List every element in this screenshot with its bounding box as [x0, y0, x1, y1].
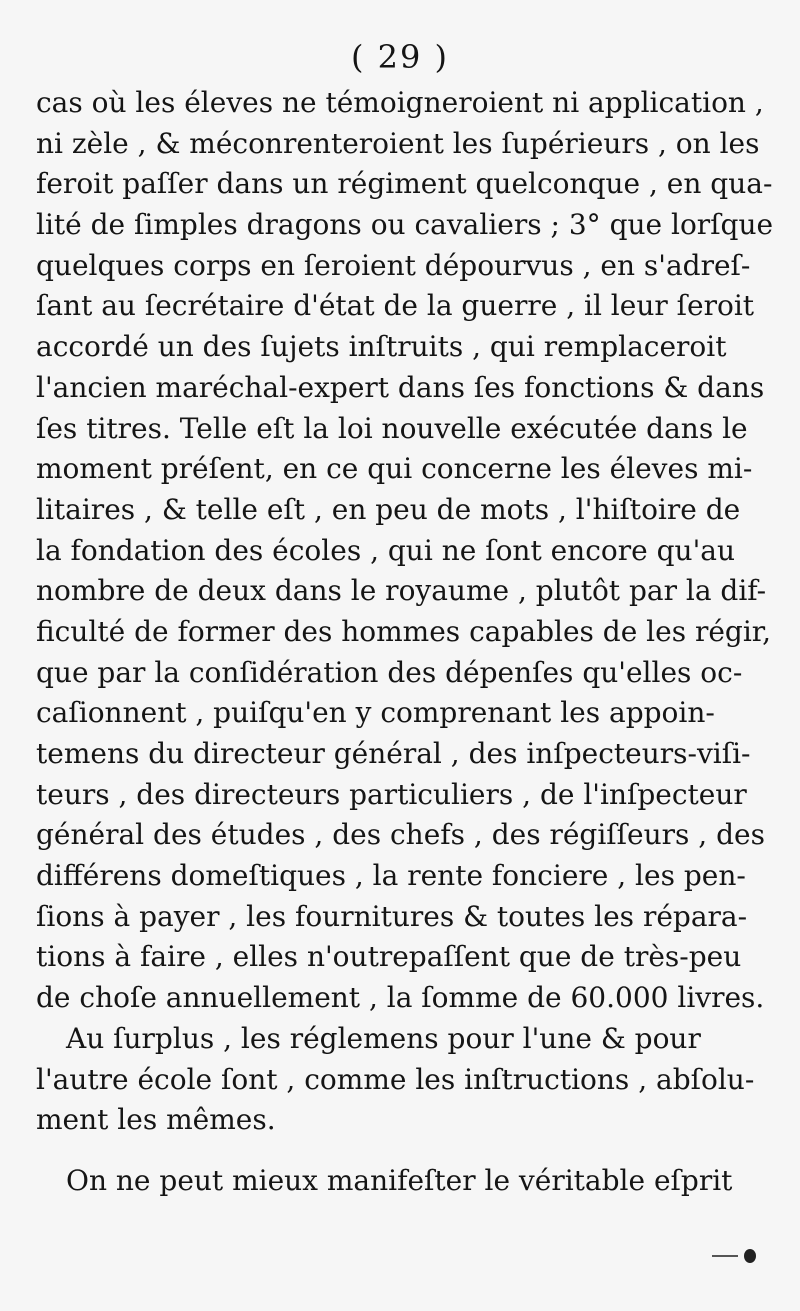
text-line: quelques corps en ſeroient dépourvus , en s'adreſ- — [36, 248, 751, 282]
paragraph-gap — [36, 1141, 680, 1161]
page-body-text — [36, 83, 774, 1202]
text-line: moment préſent, en ce qui concerne les éleves mi- — [36, 452, 753, 486]
paragraph-1 — [36, 83, 774, 1019]
text-line: l'autre école ſont , comme les inſtructions , abſolu- — [36, 1062, 755, 1096]
text-line: ſions à payer , les fournitures & toutes les répara- — [36, 899, 748, 933]
text-line: différens domeſtiques , la rente fonciere , les pen- — [36, 859, 746, 893]
text-line: accordé un des ſujets inſtruits , qui remplaceroit — [36, 330, 727, 364]
text-line: général des études , des chefs , des régiſſeurs , des — [36, 818, 765, 852]
text-line: ni zèle , & méconrenteroient les ſupérieurs , on les — [36, 126, 760, 160]
text-line: ſes titres. Telle eſt la loi nouvelle exécutée dans le — [36, 411, 748, 445]
paragraph-2 — [36, 1019, 755, 1141]
text-line: ficulté de former des hommes capables de les régir, — [36, 614, 772, 648]
text-line: que par la conſidération des dépenſes qu'elles oc- — [36, 655, 743, 689]
text-line: caſionnent , puiſqu'en y comprenant les appoin- — [36, 696, 715, 730]
text-line: nombre de deux dans le royaume , plutôt par la dif- — [36, 574, 767, 608]
text-line: Au ſurplus , les réglemens pour l'une & pour — [66, 1021, 701, 1055]
text-line: On ne peut mieux manifeſter le véritable eſprit — [66, 1163, 733, 1197]
text-line: de choſe annuellement , la ſomme de 60.000 livres. — [36, 981, 765, 1015]
ink-blot — [744, 1249, 756, 1263]
text-line: lité de ſimples dragons ou cavaliers ; 3° que lorſque — [36, 208, 774, 242]
text-line: ſant au ſecrétaire d'état de la guerre , il leur ſeroit — [36, 289, 755, 323]
text-line: cas où les éleves ne témoigneroient ni application , — [36, 86, 764, 119]
text-line: temens du directeur général , des inſpecteurs-viſi- — [36, 737, 751, 770]
text-line: tions à faire , elles n'outrepaſſent que de très-peu — [36, 940, 742, 974]
text-line: feroit paſſer dans un régiment quelconque , en qua- — [36, 167, 773, 201]
text-line: la fondation des écoles , qui ne ſont encore qu'au — [36, 533, 735, 567]
ink-smudge — [712, 1255, 738, 1257]
text-line: l'ancien maréchal-expert dans ſes fonctions & dans — [36, 370, 765, 404]
page-number: ( 29 ) — [350, 38, 450, 76]
text-line: litaires , & telle eſt , en peu de mots , l'hiſtoire de — [36, 492, 741, 526]
text-line: ment les mêmes. — [36, 1103, 276, 1137]
paragraph-3 — [36, 1161, 733, 1202]
text-line: teurs , des directeurs particuliers , de l'inſpecteur — [36, 777, 747, 811]
